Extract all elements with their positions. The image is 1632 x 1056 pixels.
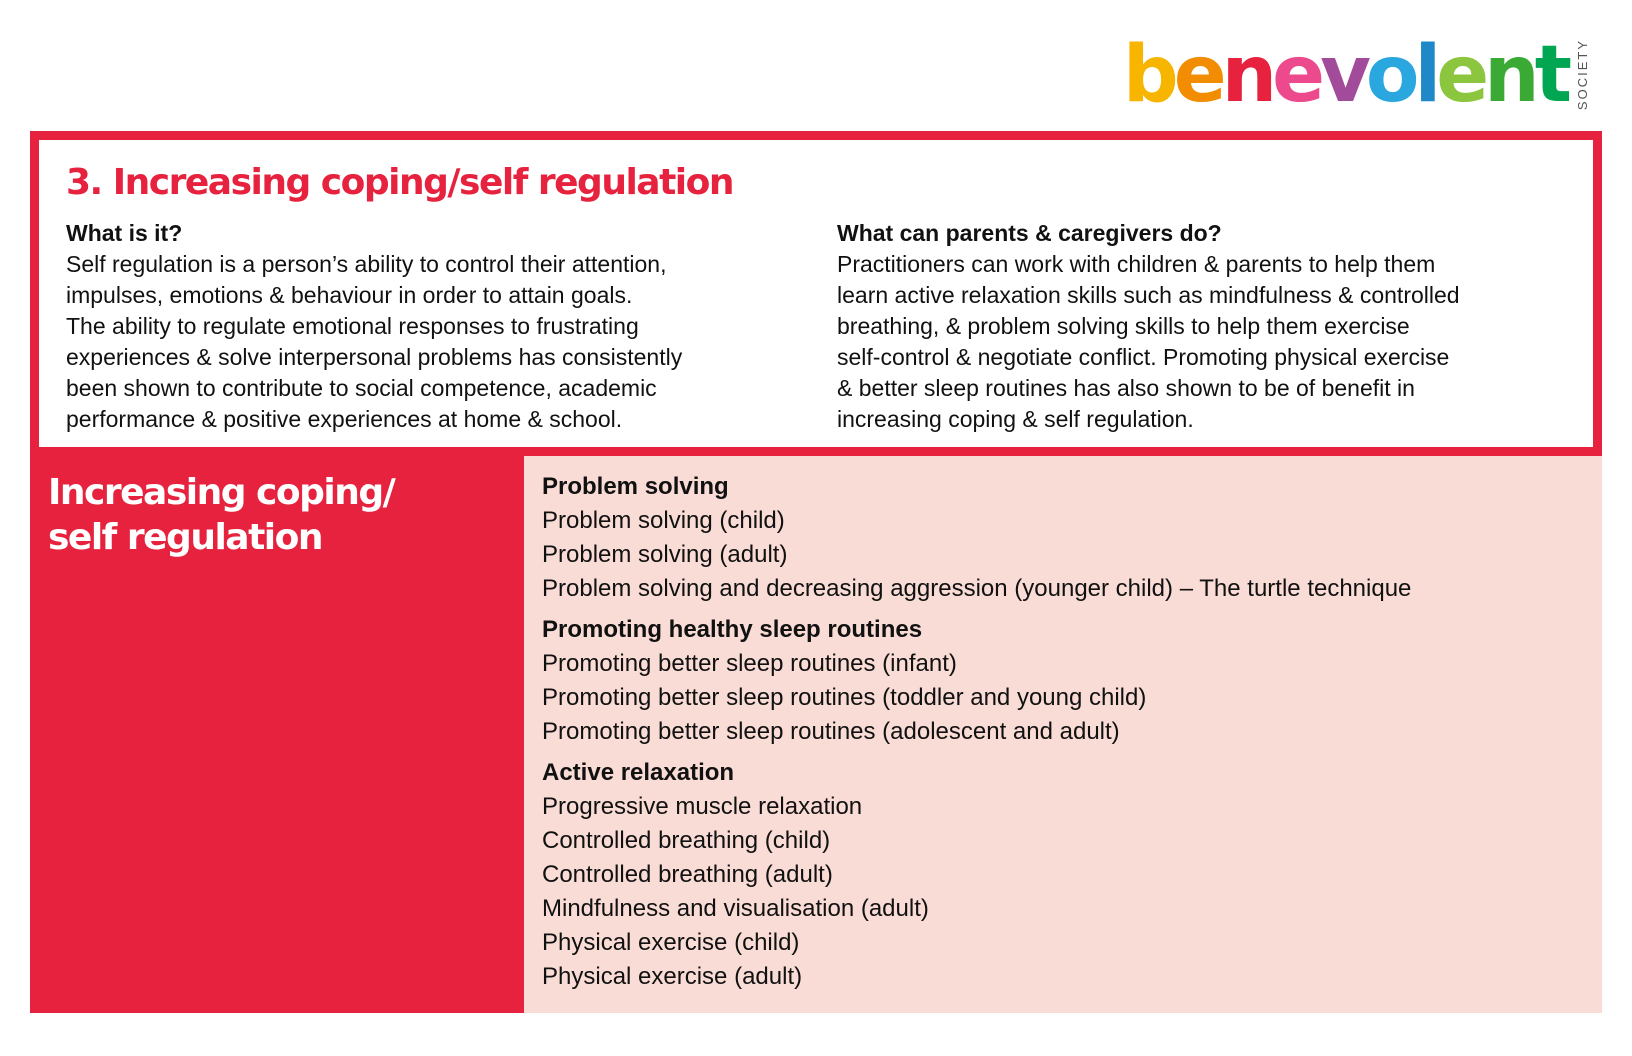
text-line: learn active relaxation skills such as mindfulness & controlled <box>837 282 1460 308</box>
text-line: Self regulation is a person’s ability to control their attention, <box>66 251 667 277</box>
what-can-parents-do-heading: What can parents & caregivers do? <box>837 220 1222 246</box>
list-item: Promoting better sleep routines (toddler and young child) <box>542 684 1147 711</box>
list-item: Promoting better sleep routines (infant) <box>542 650 957 677</box>
topic-label <box>48 470 394 560</box>
text-line: & better sleep routines has also shown to be of benefit in <box>837 375 1415 401</box>
logo-letter: e <box>1173 30 1222 120</box>
logo-wordmark <box>1122 30 1567 120</box>
list-item: Progressive muscle relaxation <box>542 793 863 820</box>
group-heading: Problem solving <box>542 473 729 500</box>
logo-letter: n <box>1221 30 1273 120</box>
group-sleep-routines <box>542 613 1411 749</box>
logo-letter: b <box>1122 30 1174 120</box>
list-item: Controlled breathing (adult) <box>542 861 833 888</box>
text-line: self-control & negotiate conflict. Promoting physical exercise <box>837 344 1450 370</box>
list-item: Problem solving and decreasing aggression (younger child) – The turtle technique <box>542 575 1412 602</box>
text-line: been shown to contribute to social competence, academic <box>66 375 657 401</box>
text-line: Practitioners can work with children & parents to help them <box>837 251 1436 277</box>
group-problem-solving <box>542 470 1411 606</box>
logo-letter: t <box>1534 30 1567 120</box>
topic-label-panel <box>30 456 524 1013</box>
list-item: Mindfulness and visualisation (adult) <box>542 895 929 922</box>
list-item: Problem solving (child) <box>542 507 785 534</box>
logo-letter: e <box>1272 30 1321 120</box>
resource-groups <box>542 470 1411 1001</box>
text-line: The ability to regulate emotional responses to frustrating <box>66 313 639 339</box>
list-item: Physical exercise (adult) <box>542 963 803 990</box>
logo-letter: o <box>1365 30 1415 120</box>
what-is-it-text <box>66 249 806 435</box>
list-item: Controlled breathing (child) <box>542 827 831 854</box>
resources-panel <box>524 456 1602 1013</box>
list-item: Problem solving (adult) <box>542 541 788 568</box>
text-line: increasing coping & self regulation. <box>837 406 1194 432</box>
group-heading: Promoting healthy sleep routines <box>542 616 923 643</box>
what-is-it-heading: What is it? <box>66 220 183 246</box>
topic-label-line: Increasing coping/ <box>48 472 395 513</box>
logo-letter: n <box>1484 30 1535 120</box>
what-can-parents-do-text <box>837 249 1567 435</box>
logo-society-text: SOCIETY <box>1575 38 1590 110</box>
group-heading: Active relaxation <box>542 759 735 786</box>
what-can-parents-do-column <box>837 218 1567 435</box>
list-item: Physical exercise (child) <box>542 929 800 956</box>
logo-letter: v <box>1320 30 1366 120</box>
group-active-relaxation <box>542 756 1411 994</box>
what-is-it-column <box>66 218 806 435</box>
text-line: experiences & solve interpersonal problems has consistently <box>66 344 683 370</box>
topic-label-line: self regulation <box>48 517 322 558</box>
benevolent-society-logo <box>1122 30 1590 120</box>
list-item: Promoting better sleep routines (adolescent and adult) <box>542 718 1120 745</box>
text-line: performance & positive experiences at home & school. <box>66 406 623 432</box>
logo-letter: e <box>1436 30 1485 120</box>
logo-letter: l <box>1414 30 1437 120</box>
text-line: impulses, emotions & behaviour in order to attain goals. <box>66 282 633 308</box>
intro-panel <box>30 131 1602 456</box>
section-title: 3. Increasing coping/self regulation <box>66 162 734 203</box>
text-line: breathing, & problem solving skills to help them exercise <box>837 313 1410 339</box>
